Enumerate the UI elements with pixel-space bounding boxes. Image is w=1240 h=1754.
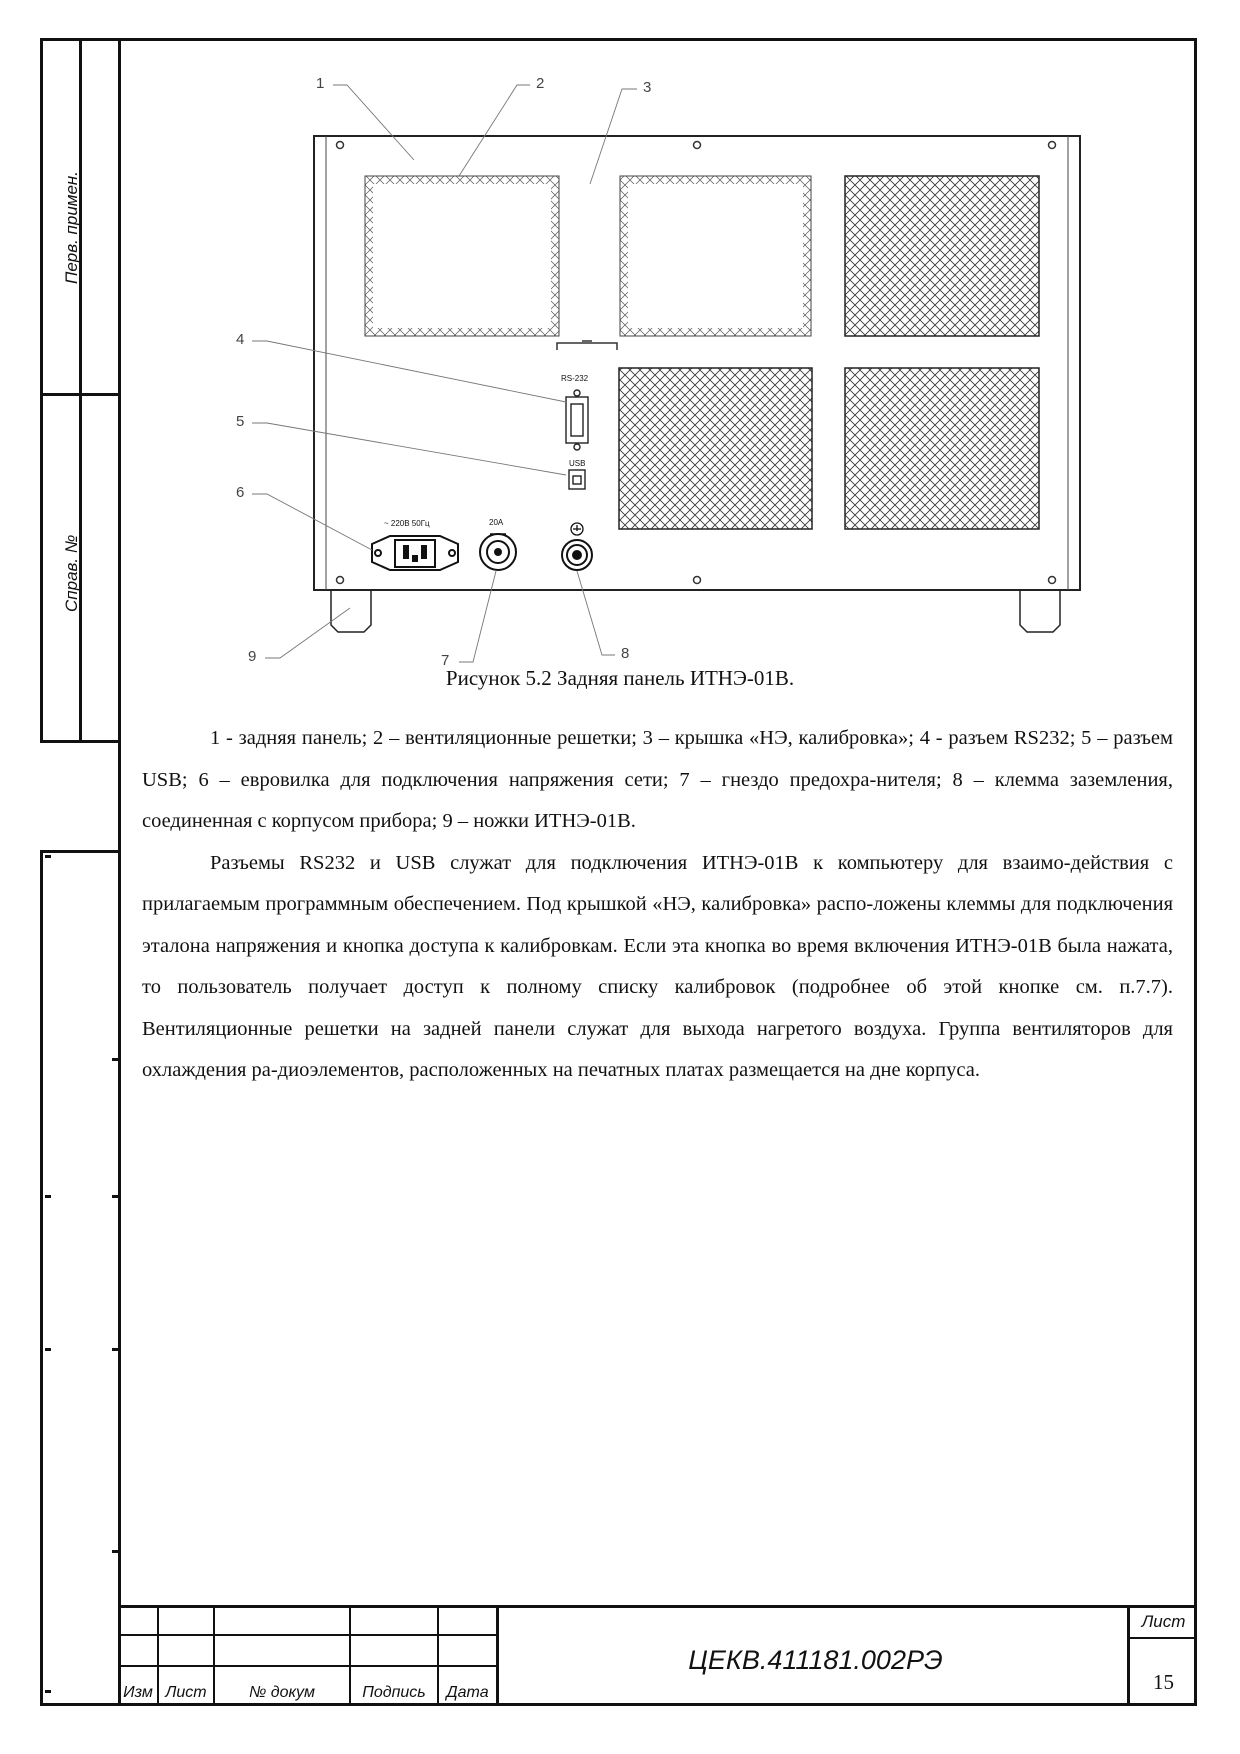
document-code: ЦЕКВ.411181.002РЭ xyxy=(688,1645,943,1675)
sheet-label: Лист xyxy=(1141,1612,1186,1631)
usb-connector xyxy=(569,470,585,489)
side-stamp-lower xyxy=(40,850,121,1706)
callout-6: 6 xyxy=(236,484,245,501)
callout-4: 4 xyxy=(236,331,245,348)
side-stamp-sprav-no: Справ. № xyxy=(62,534,81,612)
side-tick xyxy=(112,1348,118,1351)
foot-right xyxy=(1020,590,1060,632)
label-rs232: RS-232 xyxy=(561,374,589,383)
figure-caption: Рисунок 5.2 Задняя панель ИТНЭ-01В. xyxy=(445,666,795,690)
foot-left xyxy=(331,590,371,632)
callout-9: 9 xyxy=(248,648,257,665)
tb-col-date: Дата xyxy=(446,1684,489,1701)
label-fuse: 20A xyxy=(489,518,504,527)
callout-3: 3 xyxy=(643,79,652,96)
side-tick xyxy=(112,1058,118,1061)
sheet-number: 15 xyxy=(1153,1670,1174,1694)
callout-7: 7 xyxy=(441,652,450,669)
vent-grille-3 xyxy=(845,176,1039,336)
description-paragraph: Разъемы RS232 и USB служат для подключения ИТНЭ-01В к компьютеру для взаимо-действия с прилагаемым программным обеспечением. Под крышкой «НЭ, калибровка» распо-ложены клеммы для подключения эталона напряжения и кнопка доступа к калибровкам. Если эта кнопка во время включения ИТНЭ-01В была нажата, то пользователь получает доступ к полному списку калибровок (подробнее об этой кнопке см. п.7.7). Вентиляционные решетки на задней панели служат для выхода нагретого воздуха. Группа вентиляторов для охлаждения ра-диоэлементов, расположенных на печатных платах размещается на дне корпуса. xyxy=(142,851,1173,1081)
tb-col-list: Лист xyxy=(165,1684,207,1701)
tb-col-izm: Изм xyxy=(123,1684,153,1701)
side-tick xyxy=(112,1550,118,1553)
ground-terminal xyxy=(562,523,592,570)
callout-5: 5 xyxy=(236,413,245,430)
side-tick xyxy=(45,855,51,858)
side-tick xyxy=(45,1348,51,1351)
rs232-connector xyxy=(566,390,588,450)
vent-grille-4 xyxy=(619,368,812,529)
side-tick xyxy=(45,1195,51,1198)
callout-1: 1 xyxy=(316,75,325,92)
fuse-holder xyxy=(480,534,516,570)
callout-8: 8 xyxy=(621,645,630,662)
mains-inlet xyxy=(372,536,458,570)
rear-panel-figure xyxy=(0,0,1240,680)
vent-grille-5 xyxy=(845,368,1039,529)
tb-col-sign: Подпись xyxy=(362,1684,426,1701)
side-tick xyxy=(45,1690,51,1693)
tb-col-doc: № докум xyxy=(248,1684,316,1701)
side-stamp-perv-primen: Перв. примен. xyxy=(62,171,81,284)
legend-paragraph: 1 - задняя панель; 2 – вентиляционные решетки; 3 – крышка «НЭ, калибровка»; 4 - разъем RS232; 5 – разъем USB; 6 – евровилка для подключения напряжения сети; 7 – гнездо предохра-нителя; 8 – клемма заземления, соединенная с корпусом прибора; 9 – ножки ИТНЭ-01В. xyxy=(142,727,1173,832)
callout-2: 2 xyxy=(536,75,545,92)
label-usb: USB xyxy=(569,459,586,468)
side-tick xyxy=(112,1195,118,1198)
calibration-cover xyxy=(557,343,617,350)
body-text xyxy=(142,718,1173,1092)
label-mains: ~ 220В 50Гц xyxy=(384,519,430,528)
